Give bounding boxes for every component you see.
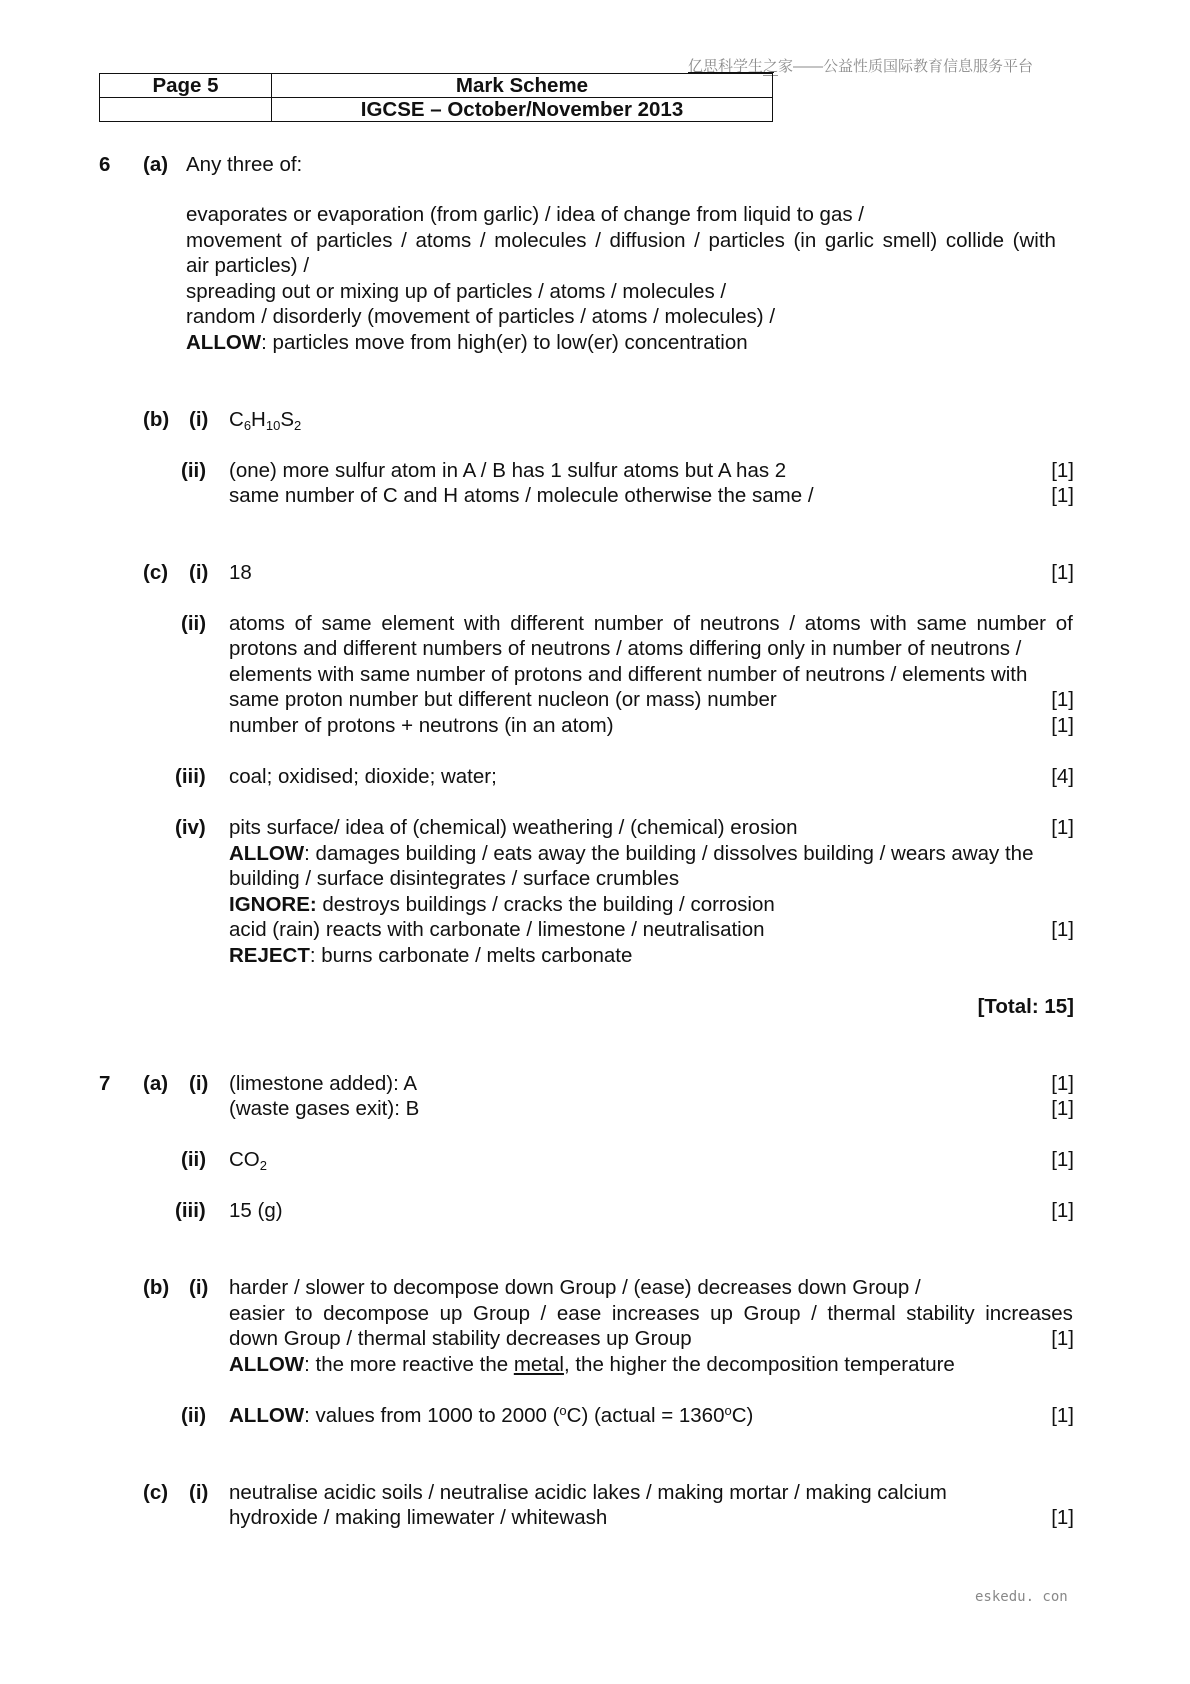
justified-word: particles: [708, 229, 785, 252]
justified-word: molecules: [494, 229, 587, 252]
q6-bii-label: (ii): [181, 459, 207, 482]
q7-ai-line-2: (waste gases exit): B: [229, 1097, 420, 1120]
q7-ai-mark-2: [1]: [1051, 1097, 1074, 1120]
q7-aiii-text: 15 (g): [229, 1199, 283, 1222]
q6-total: [Total: 15]: [977, 995, 1074, 1018]
justified-word: Group: [473, 1302, 530, 1325]
q7-number: 7: [99, 1072, 111, 1095]
q6-bii-line-1: (one) more sulfur atom in A / B has 1 sulfur atoms but A has 2: [229, 459, 787, 482]
q7-ai-label: (i): [189, 1072, 209, 1095]
q7-c-label: (c): [143, 1481, 169, 1504]
q6-civ-allow-2: building / surface disintegrates / surface crumbles: [229, 867, 680, 890]
justified-word: easier: [229, 1302, 285, 1325]
justified-word: smell): [882, 229, 938, 252]
q6-ci-mark: [1]: [1051, 561, 1074, 584]
justified-word: of: [294, 612, 312, 635]
q6-b-label: (b): [143, 408, 170, 431]
q7-a-label: (a): [143, 1072, 169, 1095]
q6-bii-mark-2: [1]: [1051, 484, 1074, 507]
q7-bii-label: (ii): [181, 1404, 207, 1427]
justified-word: atoms: [415, 229, 472, 252]
q6-ciii-text: coal; oxidised; dioxide; water;: [229, 765, 497, 788]
q6-civ-mark-1: [1]: [1051, 816, 1074, 839]
justified-word: number: [976, 612, 1046, 635]
q7-ci-line-2: hydroxide / making limewater / whitewash: [229, 1506, 608, 1529]
q6-ci-label: (i): [189, 561, 209, 584]
justified-word: collide: [945, 229, 1004, 252]
q6-a-label: (a): [143, 153, 169, 176]
reject-label: REJECT: [229, 944, 310, 967]
q6-bi-formula: $C_6H_{10}S_2$: [229, 408, 302, 433]
justified-word: garlic: [824, 229, 874, 252]
justified-word: movement: [186, 229, 282, 252]
q6-a-line-3: air particles) /: [186, 254, 310, 277]
q6-ci-text: 18: [229, 561, 252, 584]
justified-word: up: [710, 1302, 733, 1325]
q6-a-allow: [186, 330, 748, 355]
justified-word: /: [401, 229, 407, 252]
justified-word: ease: [556, 1302, 602, 1325]
q6-cii-mark-1: [1]: [1051, 688, 1074, 711]
allow-text: : damages building / eats away the building / dissolves building / wears away the: [304, 842, 1034, 865]
footer-site: eskedu. con: [975, 1589, 1068, 1605]
justified-word: of: [290, 229, 308, 252]
q6-civ-allow: [229, 841, 1033, 866]
justified-word: /: [479, 229, 486, 252]
justified-word: atoms: [229, 612, 285, 635]
justified-word: decompose: [323, 1302, 430, 1325]
justified-word: with: [870, 612, 907, 635]
q7-ci-mark: [1]: [1051, 1506, 1074, 1529]
q7-b-label: (b): [143, 1276, 170, 1299]
q7-aiii-label: (iii): [175, 1199, 206, 1222]
q7-bi-label: (i): [189, 1276, 209, 1299]
ignore-label: IGNORE:: [229, 893, 317, 916]
underlined-metal: metal: [513, 1353, 564, 1376]
q6-a-line-2: [186, 228, 1056, 253]
q6-bi-label: (i): [189, 408, 209, 431]
justified-word: element: [381, 612, 455, 635]
q7-ai-line-1: (limestone added): A: [229, 1072, 418, 1095]
justified-word: (with: [1012, 229, 1056, 252]
q6-bii-line-2: same number of C and H atoms / molecule otherwise the same /: [229, 484, 814, 507]
justified-word: number: [593, 612, 664, 635]
q6-ciii-mark: [4]: [1051, 765, 1074, 788]
q6-c-label: (c): [143, 561, 169, 584]
q6-civ-ignore: [229, 892, 775, 917]
justified-word: neutrons: [699, 612, 780, 635]
allow-label: ALLOW: [229, 842, 305, 865]
justified-word: different: [510, 612, 584, 635]
q6-a-line-4: spreading out or mixing up of particles / atoms / molecules /: [186, 280, 727, 303]
q6-a-line-5: random / disorderly (movement of particles / atoms / molecules) /: [186, 305, 776, 328]
q7-ai-mark-1: [1]: [1051, 1072, 1074, 1095]
q7-bi-allow: ALLOW: the more reactive the metal, the higher the decomposition temperature: [229, 1353, 955, 1376]
q6-cii-label: (ii): [181, 612, 207, 635]
q7-ci-line-1: neutralise acidic soils / neutralise acidic lakes / making mortar / making calcium: [229, 1481, 947, 1504]
q6-cii-line-5: number of protons + neutrons (in an atom): [229, 714, 614, 737]
header-title: Mark Scheme: [272, 74, 773, 98]
justified-word: (in: [793, 229, 817, 252]
q6-a-line-1: evaporates or evaporation (from garlic) / idea of change from liquid to gas /: [186, 203, 864, 226]
justified-word: of: [672, 612, 691, 635]
justified-word: diffusion: [609, 229, 686, 252]
justified-word: /: [811, 1302, 817, 1325]
justified-word: increases: [985, 1302, 1073, 1325]
q7-aii-label: (ii): [181, 1148, 207, 1171]
justified-word: Group: [743, 1302, 801, 1325]
justified-word: to: [295, 1302, 313, 1325]
justified-word: thermal: [827, 1302, 896, 1325]
q7-bi-line-1: harder / slower to decompose down Group / (ease) decreases down Group /: [229, 1276, 921, 1299]
q6-cii-line-4: same proton number but different nucleon (or mass) number: [229, 688, 777, 711]
q6-a-intro: Any three of:: [186, 153, 303, 176]
q6-bii-mark-1: [1]: [1051, 459, 1074, 482]
justified-word: /: [789, 612, 796, 635]
q6-civ-line-2: acid (rain) reacts with carbonate / limestone / neutralisation: [229, 918, 765, 941]
justified-word: with: [464, 612, 501, 635]
justified-word: same: [916, 612, 967, 635]
justified-word: /: [595, 229, 601, 252]
q7-bii-text: ALLOW: values from 1000 to 2000 ($^o$C) (actual = $1360^oC$): [229, 1403, 754, 1427]
q6-civ-line-1: pits surface/ idea of (chemical) weathering / (chemical) erosion: [229, 816, 798, 839]
justified-word: particles: [316, 229, 393, 252]
justified-word: same: [321, 612, 372, 635]
ignore-text: destroys buildings / cracks the building / corrosion: [316, 893, 775, 916]
q7-bi-mark: [1]: [1051, 1327, 1074, 1350]
q6-cii-mark-2: [1]: [1051, 714, 1074, 737]
reject-text: : burns carbonate / melts carbonate: [309, 944, 633, 967]
header-subtitle: IGCSE – October/November 2013: [272, 98, 773, 122]
q6-civ-reject: [229, 943, 632, 968]
header-empty-cell: [100, 98, 272, 122]
justified-word: /: [540, 1302, 547, 1325]
allow-label: ALLOW: [229, 1353, 305, 1376]
q6-cii-line-2: protons and different numbers of neutrons / atoms differing only in number of neutrons /: [229, 637, 1022, 660]
q6-ciii-label: (iii): [175, 765, 206, 788]
q7-aiii-mark: [1]: [1051, 1199, 1074, 1222]
q7-aii-mark: [1]: [1051, 1148, 1074, 1171]
q7-bii-mark: [1]: [1051, 1404, 1074, 1427]
q7-bi-line-2: [229, 1301, 1073, 1326]
allow-label: ALLOW: [229, 1404, 305, 1427]
justified-word: increases: [611, 1302, 700, 1325]
justified-word: stability: [906, 1302, 975, 1325]
justified-word: /: [694, 229, 700, 252]
justified-word: atoms: [804, 612, 861, 635]
watermark: 亿思科学生之家——公益性质国际教育信息服务平台: [688, 58, 1034, 75]
q6-civ-label: (iv): [175, 816, 206, 839]
q7-bi-line-3: down Group / thermal stability decreases up Group: [229, 1327, 692, 1350]
allow-text: : particles move from high(er) to low(er) concentration: [261, 331, 748, 354]
q6-number: 6: [99, 153, 111, 176]
justified-word: of: [1055, 612, 1073, 635]
q6-cii-line-3: elements with same number of protons and different number of neutrons / elements with: [229, 663, 1028, 686]
justified-word: up: [439, 1302, 463, 1325]
page-label: Page 5: [100, 74, 272, 98]
q6-cii-line-1: [229, 611, 1073, 636]
q7-aii-formula: $CO_2$: [229, 1148, 267, 1173]
q7-ci-label: (i): [189, 1481, 209, 1504]
allow-label: ALLOW: [186, 331, 262, 354]
mark-scheme-header: [99, 73, 773, 122]
q6-civ-mark-2: [1]: [1051, 918, 1074, 941]
